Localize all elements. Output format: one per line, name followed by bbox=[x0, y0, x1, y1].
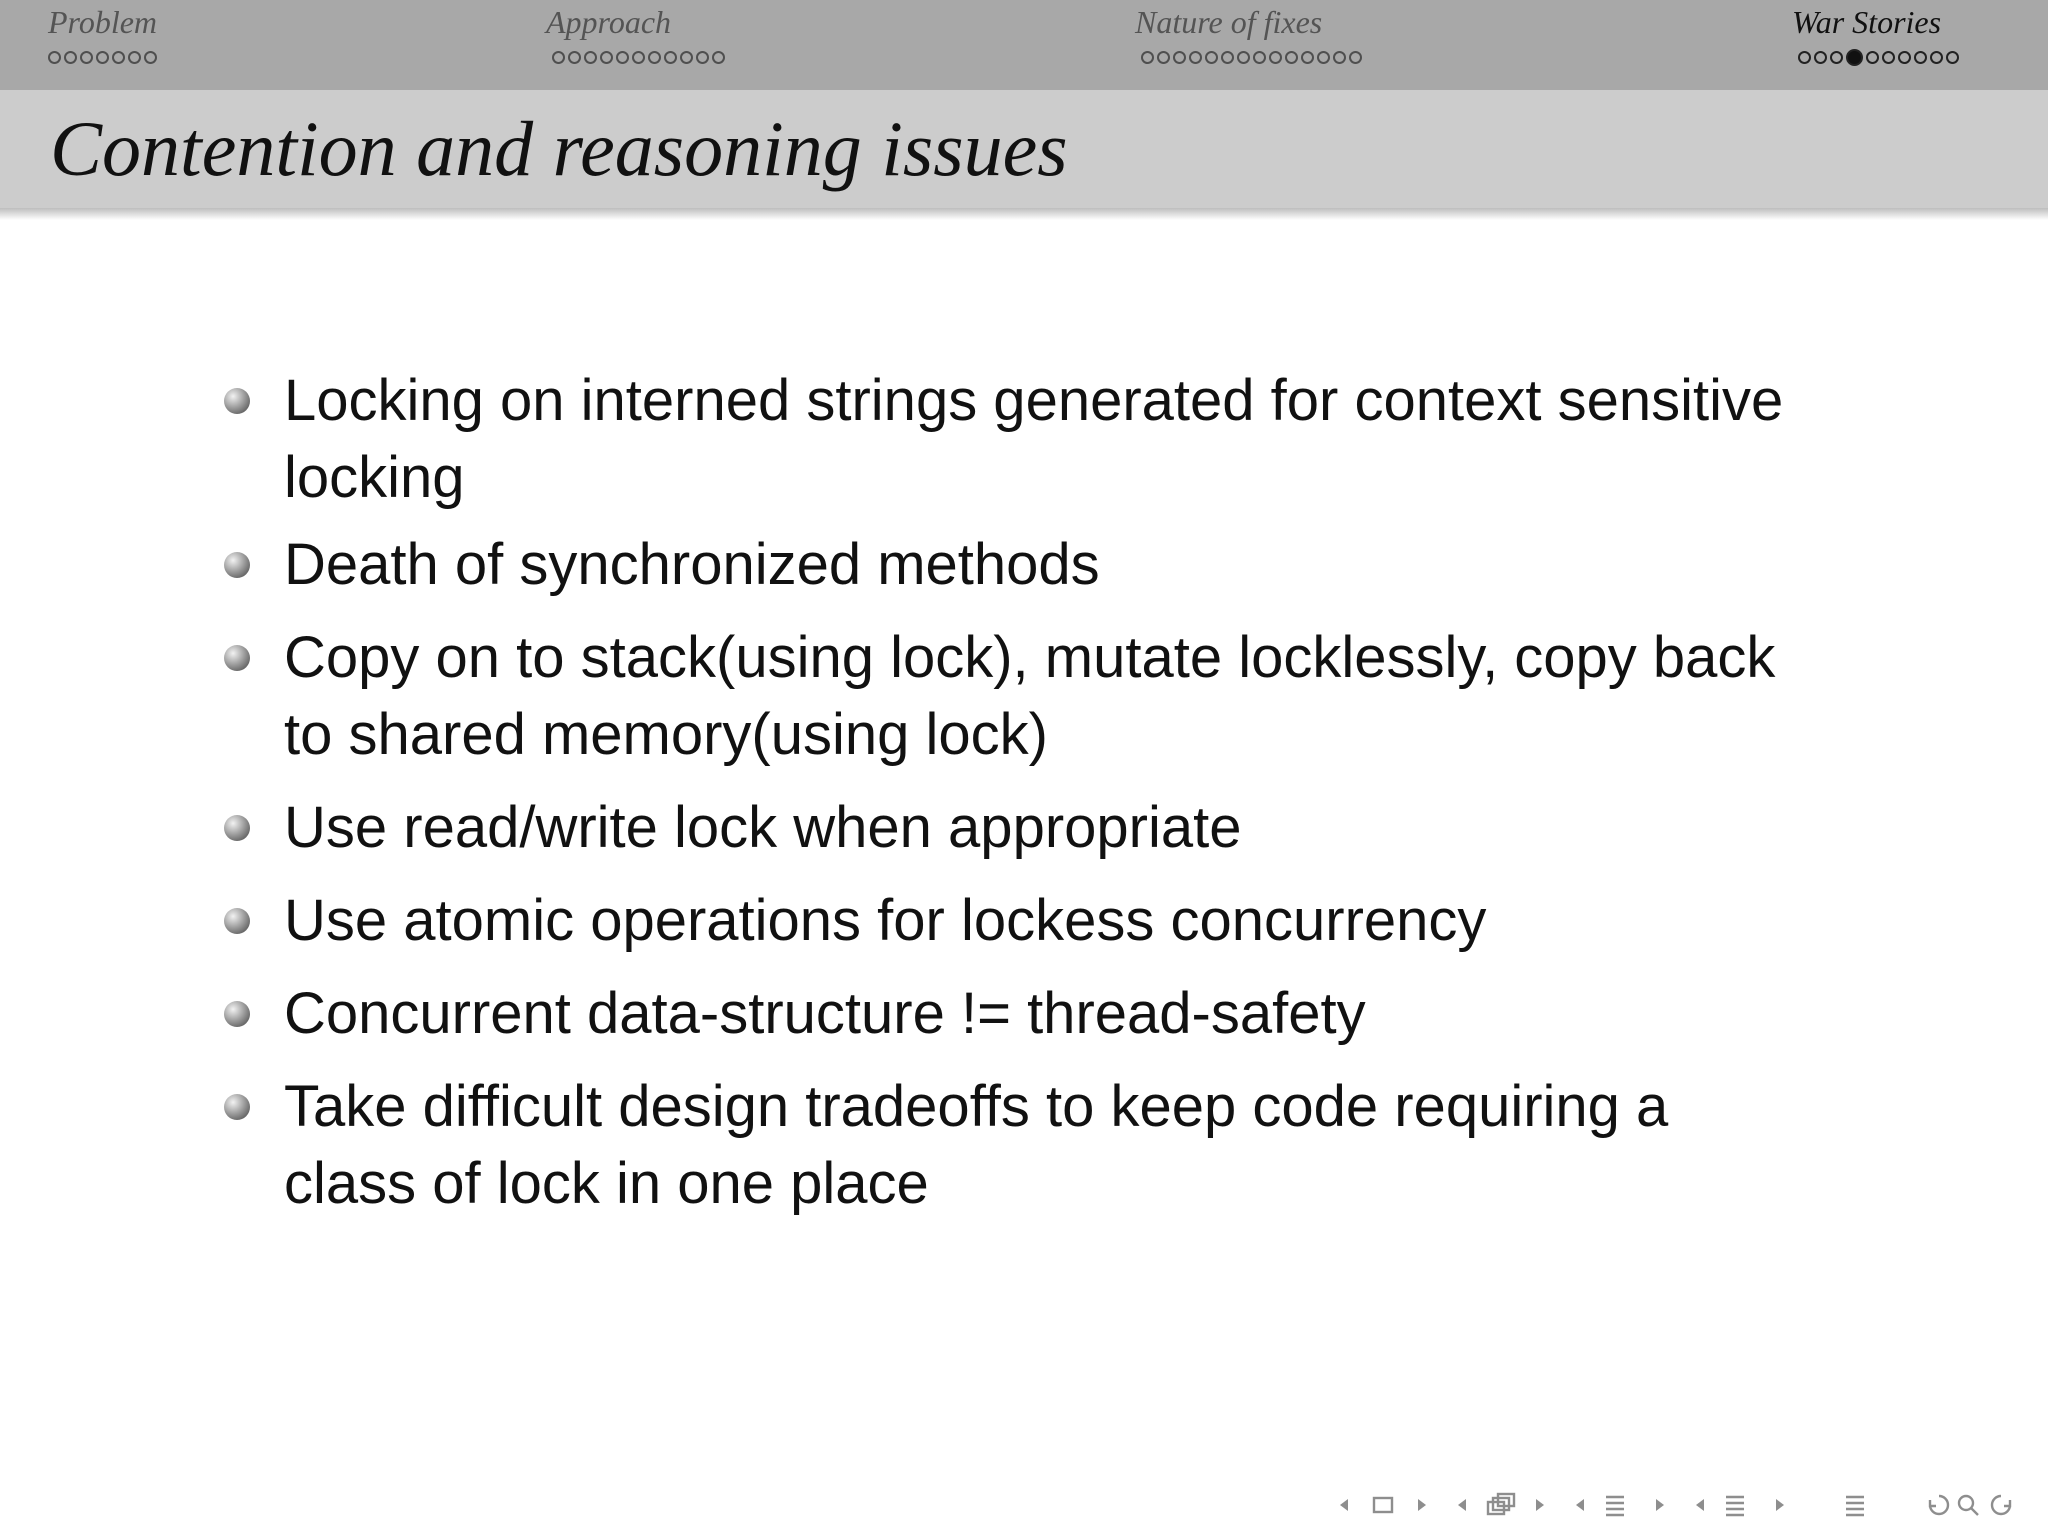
nav-dot[interactable] bbox=[112, 51, 125, 64]
nav-dot[interactable] bbox=[680, 51, 693, 64]
bullet-line: locking bbox=[284, 445, 465, 510]
frame-title: Contention and reasoning issues bbox=[50, 105, 1068, 192]
nav-dot[interactable] bbox=[1205, 51, 1218, 64]
search-icon[interactable] bbox=[1959, 1496, 1978, 1515]
bullet-text bbox=[284, 975, 1904, 1052]
left-arrow-icon[interactable] bbox=[1340, 1499, 1348, 1511]
nav-section-label[interactable]: Approach bbox=[546, 4, 672, 40]
back-icon[interactable] bbox=[1930, 1496, 1948, 1514]
nav-dot[interactable] bbox=[712, 51, 725, 64]
nav-dot[interactable] bbox=[584, 51, 597, 64]
nav-dot[interactable] bbox=[1141, 51, 1154, 64]
bullet-line: Concurrent data-structure != thread-safety bbox=[284, 981, 1366, 1046]
nav-dot[interactable] bbox=[1221, 51, 1234, 64]
nav-dot[interactable] bbox=[1830, 51, 1843, 64]
nav-dot[interactable] bbox=[648, 51, 661, 64]
toc-icon[interactable] bbox=[1846, 1497, 1864, 1515]
bullet-text bbox=[284, 526, 1904, 603]
bullet-line: class of lock in one place bbox=[284, 1151, 929, 1216]
nav-dot[interactable] bbox=[1898, 51, 1911, 64]
right-arrow-icon[interactable] bbox=[1656, 1499, 1664, 1511]
nav-frame-dots[interactable] bbox=[552, 51, 725, 64]
nav-dot[interactable] bbox=[568, 51, 581, 64]
right-arrow-icon[interactable] bbox=[1418, 1499, 1426, 1511]
bullet-line: Locking on interned strings generated for context sensitive bbox=[284, 368, 1784, 433]
left-arrow-icon[interactable] bbox=[1576, 1499, 1584, 1511]
bullet-text bbox=[284, 789, 1904, 866]
nav-dot[interactable] bbox=[696, 51, 709, 64]
nav-dot[interactable] bbox=[80, 51, 93, 64]
section-navigation-bar bbox=[0, 0, 2048, 90]
nav-frame-dots[interactable] bbox=[1798, 51, 1959, 66]
bullet-ball-icon bbox=[224, 1094, 250, 1120]
nav-dot[interactable] bbox=[144, 51, 157, 64]
bullet-line: Take difficult design tradeoffs to keep code requiring a bbox=[284, 1074, 1669, 1139]
bullet-line: Use read/write lock when appropriate bbox=[284, 795, 1242, 860]
nav-dot[interactable] bbox=[1285, 51, 1298, 64]
bullet-ball-icon bbox=[224, 1001, 250, 1027]
nav-dot[interactable] bbox=[1814, 51, 1827, 64]
nav-dot[interactable] bbox=[64, 51, 77, 64]
bullet-line: Use atomic operations for lockess concurrency bbox=[284, 888, 1487, 953]
bullet-line: Death of synchronized methods bbox=[284, 532, 1100, 597]
right-arrow-icon[interactable] bbox=[1776, 1499, 1784, 1511]
bullet-text bbox=[284, 882, 1904, 959]
bullet-text bbox=[284, 1068, 1904, 1222]
title-bar-shadow bbox=[0, 208, 2048, 220]
bullet-ball-icon bbox=[224, 388, 250, 414]
nav-dot[interactable] bbox=[1253, 51, 1266, 64]
bullet-ball-icon bbox=[224, 645, 250, 671]
nav-dot[interactable] bbox=[600, 51, 613, 64]
nav-dot[interactable] bbox=[1349, 51, 1362, 64]
bullet-text bbox=[284, 619, 1904, 773]
nav-dot-current[interactable] bbox=[1846, 49, 1863, 66]
nav-dot[interactable] bbox=[1189, 51, 1202, 64]
nav-dot[interactable] bbox=[1866, 51, 1879, 64]
bullet-ball-icon bbox=[224, 552, 250, 578]
nav-section-label[interactable]: Problem bbox=[48, 4, 158, 40]
nav-frame-dots[interactable] bbox=[48, 51, 157, 64]
section-icon[interactable] bbox=[1726, 1497, 1744, 1515]
beamer-navigation-controls bbox=[1330, 1490, 2020, 1520]
nav-dot[interactable] bbox=[1882, 51, 1895, 64]
nav-dot[interactable] bbox=[1157, 51, 1170, 64]
nav-dot[interactable] bbox=[632, 51, 645, 64]
nav-dot[interactable] bbox=[1269, 51, 1282, 64]
nav-dot[interactable] bbox=[128, 51, 141, 64]
frame-icon[interactable] bbox=[1488, 1494, 1514, 1514]
nav-dot[interactable] bbox=[48, 51, 61, 64]
nav-frame-dots[interactable] bbox=[1141, 51, 1362, 64]
bullet-line: Copy on to stack(using lock), mutate locklessly, copy back bbox=[284, 625, 1776, 690]
left-arrow-icon[interactable] bbox=[1696, 1499, 1704, 1511]
left-arrow-icon[interactable] bbox=[1458, 1499, 1466, 1511]
nav-dot[interactable] bbox=[1914, 51, 1927, 64]
nav-dot[interactable] bbox=[1237, 51, 1250, 64]
nav-section-label[interactable]: Nature of fixes bbox=[1135, 4, 1323, 40]
bullet-ball-icon bbox=[224, 815, 250, 841]
nav-dot[interactable] bbox=[664, 51, 677, 64]
nav-dot[interactable] bbox=[1946, 51, 1959, 64]
slide-icon[interactable] bbox=[1374, 1498, 1392, 1512]
nav-dot[interactable] bbox=[1930, 51, 1943, 64]
right-arrow-icon[interactable] bbox=[1536, 1499, 1544, 1511]
bullet-line: to shared memory(using lock) bbox=[284, 702, 1048, 767]
nav-dot[interactable] bbox=[1173, 51, 1186, 64]
nav-dot[interactable] bbox=[1317, 51, 1330, 64]
nav-dot[interactable] bbox=[96, 51, 109, 64]
nav-dot[interactable] bbox=[1798, 51, 1811, 64]
forward-icon[interactable] bbox=[1992, 1496, 2010, 1514]
nav-dot[interactable] bbox=[1333, 51, 1346, 64]
nav-dot[interactable] bbox=[616, 51, 629, 64]
nav-section-label[interactable]: War Stories bbox=[1792, 4, 1942, 40]
bullet-text bbox=[284, 362, 1904, 516]
bullet-ball-icon bbox=[224, 908, 250, 934]
subsection-icon[interactable] bbox=[1606, 1497, 1624, 1515]
nav-dot[interactable] bbox=[552, 51, 565, 64]
nav-dot[interactable] bbox=[1301, 51, 1314, 64]
